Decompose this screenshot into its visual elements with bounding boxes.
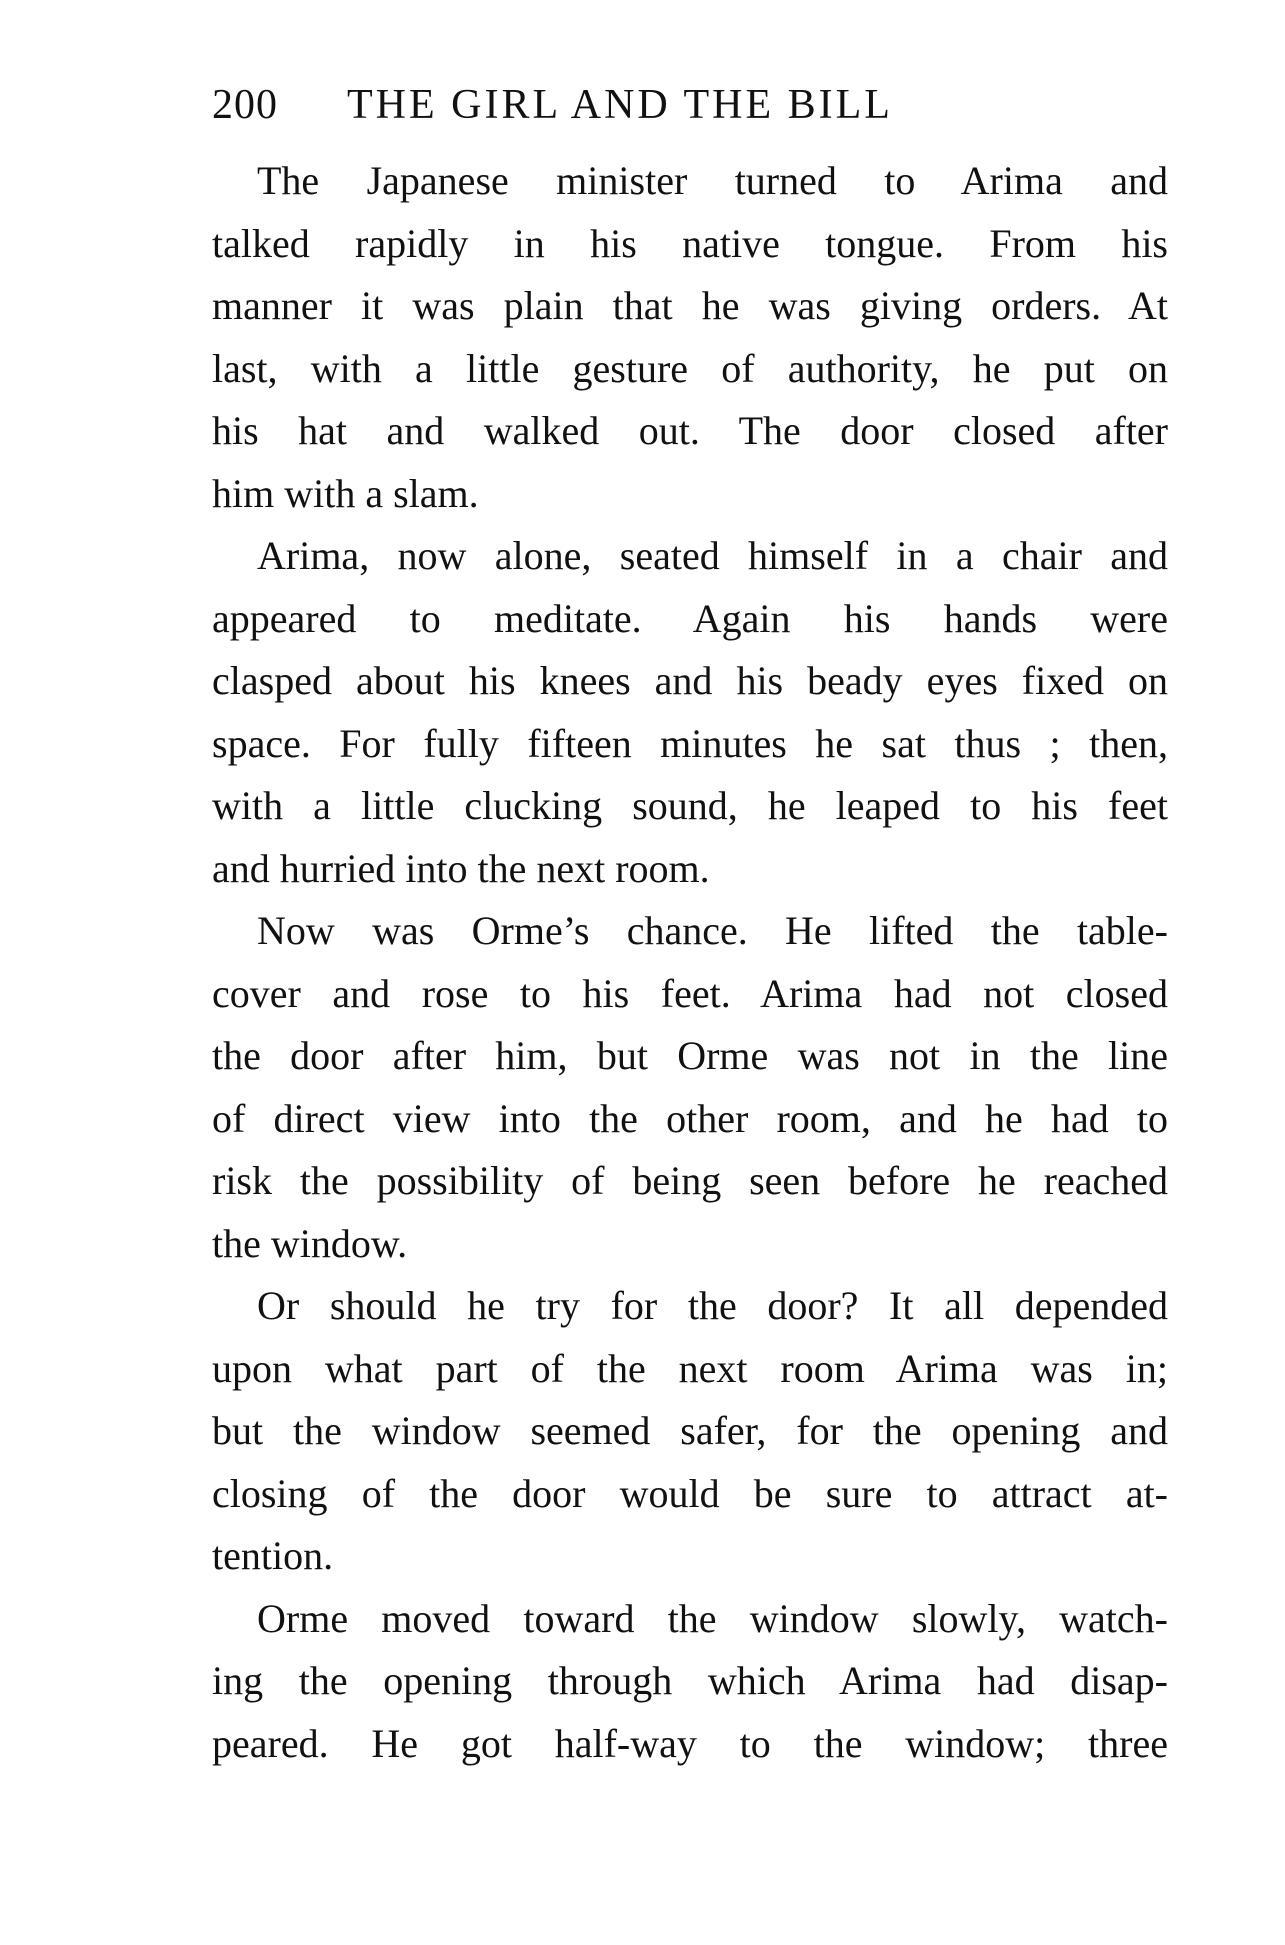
text-line: ing the opening through which Arima had disap- <box>212 1658 1168 1703</box>
text-line: upon what part of the next room Arima was in; <box>212 1345 1168 1391</box>
text-line: manner it was plain that he was giving orders. At <box>212 283 1168 328</box>
text-line: peared. He got half-way to the window; three <box>212 1720 1168 1766</box>
body-text <box>212 150 1168 1775</box>
paragraph <box>212 900 1168 1275</box>
text-line: of direct view into the other room, and he had to <box>212 1095 1168 1141</box>
text-line: his hat and walked out. The door closed after <box>212 408 1168 453</box>
text-line: closing of the door would be sure to attract at- <box>212 1470 1168 1516</box>
text-line: space. For fully fifteen minutes he sat thus ; then, <box>212 720 1168 766</box>
text-line: clasped about his knees and his beady eyes fixed on <box>212 658 1168 703</box>
text-line: last, with a little gesture of authority, he put on <box>212 345 1168 391</box>
text-line: with a little clucking sound, he leaped to his feet <box>212 783 1168 828</box>
text-line: Or should he try for the door? It all depended <box>257 1283 1168 1328</box>
page-number: 200 <box>212 82 278 128</box>
text-line: cover and rose to his feet. Arima had not closed <box>212 970 1168 1016</box>
text-line: Arima, now alone, seated himself in a chair and <box>257 533 1168 578</box>
text-line: Orme moved toward the window slowly, watch- <box>257 1595 1168 1641</box>
paragraph <box>212 150 1168 525</box>
paragraph <box>212 1588 1168 1776</box>
text-line: the door after him, but Orme was not in the line <box>212 1033 1168 1078</box>
paragraph <box>212 1275 1168 1588</box>
text-line: him with a slam. <box>212 470 479 516</box>
running-title: THE GIRL AND THE BILL <box>347 82 893 128</box>
paragraph <box>212 525 1168 900</box>
text-line: The Japanese minister turned to Arima and <box>257 158 1168 203</box>
text-line: appeared to meditate. Again his hands were <box>212 595 1168 641</box>
text-line: Now was Orme’s chance. He lifted the table- <box>257 908 1168 953</box>
text-line: talked rapidly in his native tongue. From his <box>212 220 1168 266</box>
running-head <box>212 78 1032 132</box>
text-line: and hurried into the next room. <box>212 845 710 891</box>
text-line: risk the possibility of being seen before he reached <box>212 1158 1168 1203</box>
text-line: but the window seemed safer, for the opening and <box>212 1408 1168 1453</box>
text-line: the window. <box>212 1220 408 1266</box>
text-line: tention. <box>212 1533 334 1578</box>
